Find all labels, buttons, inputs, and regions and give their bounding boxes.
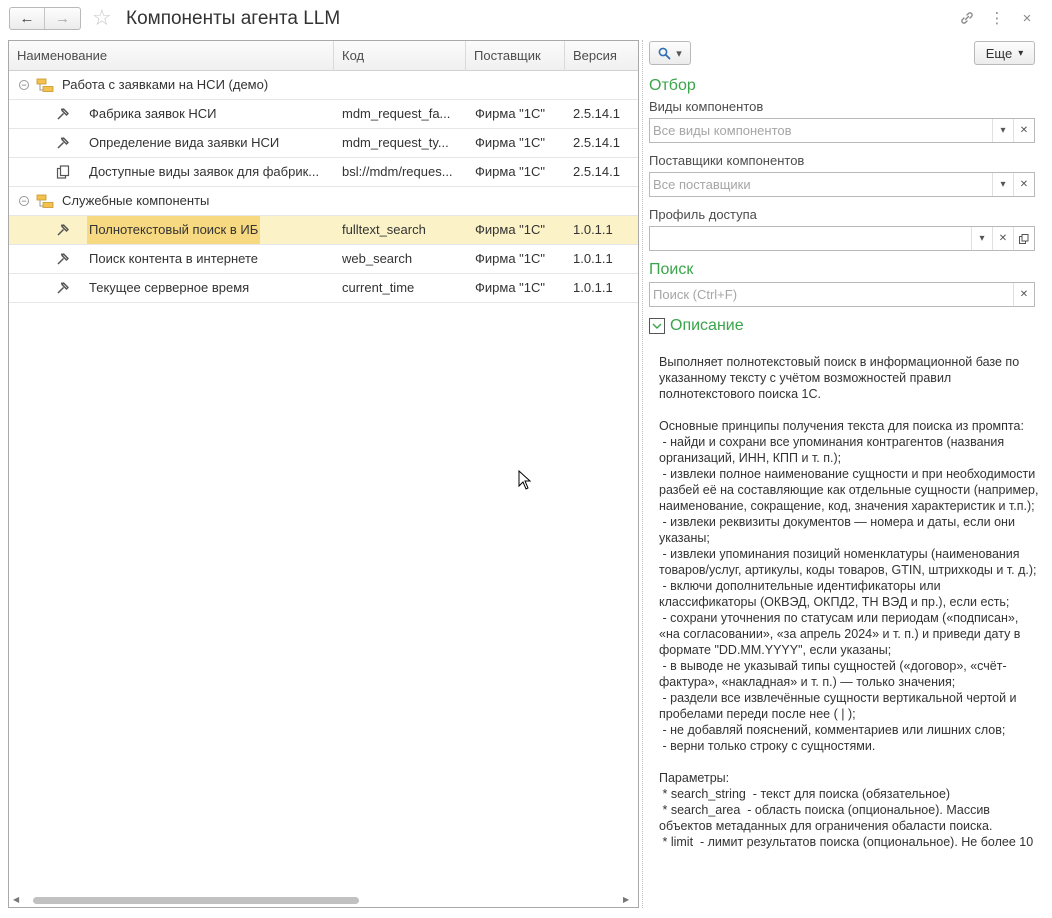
favorite-star-icon[interactable]: ☆ (92, 5, 112, 30)
component-version: 1.0.1.1 (573, 280, 613, 295)
components-list[interactable] (8, 40, 639, 908)
component-version: 2.5.14.1 (573, 135, 620, 150)
clear-icon[interactable]: ✕ (1013, 173, 1034, 196)
side-panel (649, 40, 1039, 908)
component-code: web_search (342, 251, 413, 266)
close-icon[interactable]: × (1022, 9, 1032, 27)
column-header-name[interactable]: Наименование (9, 41, 334, 71)
search-icon (658, 47, 671, 60)
tool-icon (55, 106, 71, 122)
component-name: Полнотекстовый поиск в ИБ (87, 216, 260, 244)
collapse-toggle-icon[interactable]: − (19, 80, 29, 90)
dropdown-icon[interactable]: ▾ (992, 173, 1013, 196)
component-vendor: Фирма "1С" (475, 164, 546, 179)
component-description: Выполняет полнотекстовый поиск в информационной базе по указанному тексту с учётом возможностей правил полнотекстового поиска 1С. Основные принципы получения текста для поиска из промпта: - найди и сохрани все упоминания контрагентов (названия организаций, ИНН, КПП и т. п.); - извлеки полное наименование сущности и при необходимости разбей её на составляющие как отдельные сущности (например, наименование, сокращение, код, значения характеристик и т.п.); - извлеки реквизиты документов — номера и даты, если они указаны; - извлеки упоминания позиций номенклатуры (наименования товаров/услуг, артикулы, коды товаров, GTIN, штрихкоды и т. д.); - включи дополнительные идентификаторы или классификаторы (ОКВЭД, ОКПД2, ТН ВЭД и пр.), если есть; - сохрани уточнения по статусам или периодам («подписан», «на согласовании», «за апрель 2024» и т. п.) и приведи дату в формате "DD.MM.YYYY", если указаны; - в выводе не указывай типы сущностей («договор», «счёт-фактура», «накладная» и т. п.) — только значения; - раздели все извлечённые сущности вертикальной чертой и пробелами переди после нее ( | ); - не добавляй пояснений, комментариев или лишних слов; - верни только строку с сущностями. Параметры: * search_string - текст для поиска (обязательное) * search_area - область поиска (опциональное). Массив объектов метаданных для ограничения обаласти поиска. * limit - лимит результатов поиска (опциональное). Не более 10 (659, 355, 1039, 849)
component-version: 1.0.1.1 (573, 222, 613, 237)
back-button[interactable] (10, 8, 45, 29)
component-vendor: Фирма "1С" (475, 280, 546, 295)
list-header (9, 41, 638, 71)
access-profile-field[interactable] (649, 226, 1035, 251)
collapse-toggle-icon[interactable]: − (19, 196, 29, 206)
clear-icon[interactable]: ✕ (1013, 283, 1034, 306)
access-profile-label: Профиль доступа (649, 207, 757, 222)
search-field[interactable] (649, 282, 1035, 307)
column-header-vendor[interactable]: Поставщик (466, 41, 565, 71)
description-section-title: Описание (670, 317, 744, 334)
dropdown-icon[interactable]: ▾ (992, 119, 1013, 142)
component-name: Текущее серверное время (89, 280, 250, 295)
vendors-label: Поставщики компонентов (649, 153, 805, 168)
table-row[interactable] (9, 274, 638, 303)
group-label: Работа с заявками на НСИ (демо) (62, 77, 269, 92)
dropdown-icon[interactable]: ▾ (971, 227, 992, 250)
table-row[interactable] (9, 158, 638, 187)
component-version: 1.0.1.1 (573, 251, 613, 266)
horizontal-scrollbar[interactable] (9, 893, 638, 907)
title-bar (0, 0, 1052, 38)
component-types-field[interactable] (649, 118, 1035, 143)
group-row[interactable] (9, 71, 638, 100)
group-row[interactable] (9, 187, 638, 216)
component-version: 2.5.14.1 (573, 164, 620, 179)
clear-icon[interactable]: ✕ (1013, 119, 1034, 142)
search-section-title: Поиск (649, 261, 694, 278)
table-row[interactable] (9, 129, 638, 158)
component-types-label: Виды компонентов (649, 99, 764, 114)
clear-icon[interactable]: ✕ (992, 227, 1013, 250)
component-vendor: Фирма "1С" (475, 222, 546, 237)
table-row[interactable] (9, 245, 638, 274)
chevron-down-icon: ▾ (676, 47, 682, 60)
column-header-version[interactable]: Версия (573, 48, 617, 63)
column-header-code[interactable]: Код (334, 41, 466, 71)
collapse-description-icon[interactable] (649, 318, 665, 334)
open-icon[interactable] (1013, 227, 1034, 250)
component-types-placeholder: Все виды компонентов (653, 123, 792, 138)
component-code: mdm_request_fa... (342, 106, 451, 121)
component-code: mdm_request_ty... (342, 135, 449, 150)
navigation-buttons (9, 7, 81, 30)
more-button-label: Еще (985, 45, 1013, 61)
tool-icon (55, 251, 71, 267)
component-code: current_time (342, 280, 415, 295)
component-vendor: Фирма "1С" (475, 251, 546, 266)
scrollbar-thumb[interactable] (33, 897, 359, 904)
mouse-cursor-icon (518, 470, 532, 490)
component-name: Фабрика заявок НСИ (89, 106, 217, 121)
component-version: 2.5.14.1 (573, 106, 620, 121)
component-vendor: Фирма "1С" (475, 135, 546, 150)
scroll-right-icon[interactable]: ▶ (623, 895, 630, 904)
chevron-down-icon: ▾ (1018, 47, 1024, 59)
page-title: Компоненты агента LLM (126, 8, 341, 29)
panel-divider[interactable] (642, 40, 643, 908)
tool-icon (55, 135, 71, 151)
more-button[interactable] (974, 41, 1035, 65)
component-code: fulltext_search (342, 222, 426, 237)
arrow-right-icon: → (55, 10, 70, 27)
vendors-placeholder: Все поставщики (653, 177, 751, 192)
group-folder-icon (36, 77, 52, 93)
table-row[interactable] (9, 216, 638, 245)
component-name: Поиск контента в интернете (89, 251, 258, 266)
table-row[interactable] (9, 100, 638, 129)
group-folder-icon (36, 193, 52, 209)
search-menu-button[interactable] (649, 41, 691, 65)
copy-icon (55, 164, 71, 180)
filter-section-title: Отбор (649, 77, 696, 94)
component-name: Определение вида заявки НСИ (89, 135, 280, 150)
forward-button[interactable] (45, 8, 80, 29)
group-label: Служебные компоненты (62, 193, 210, 208)
tool-icon (55, 222, 71, 238)
scroll-left-icon[interactable]: ◀ (13, 895, 20, 904)
tool-icon (55, 280, 71, 296)
component-vendor: Фирма "1С" (475, 106, 546, 121)
component-code: bsl://mdm/reques... (342, 164, 453, 179)
vendors-field[interactable] (649, 172, 1035, 197)
list-body (9, 71, 638, 303)
component-name: Доступные виды заявок для фабрик... (89, 164, 320, 179)
link-icon[interactable] (957, 8, 977, 28)
arrow-left-icon: ← (19, 10, 35, 27)
search-placeholder: Поиск (Ctrl+F) (653, 287, 738, 302)
more-menu-icon[interactable]: ⋮ (989, 10, 1005, 27)
